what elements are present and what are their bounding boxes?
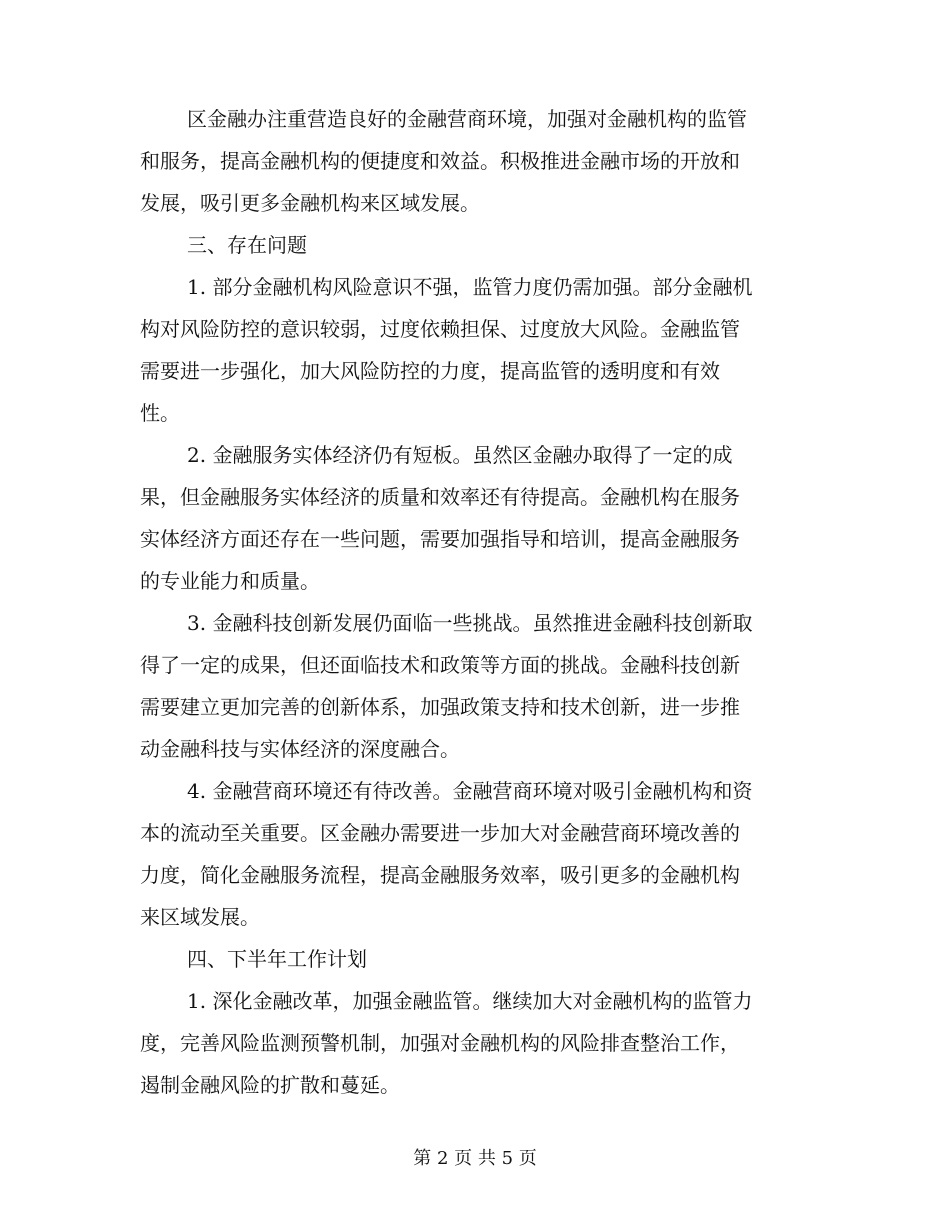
- paragraph-line: 力度，简化金融服务流程，提高金融服务效率，吸引更多的金融机构: [140, 863, 740, 887]
- paragraph-line: 动金融科技与实体经济的深度融合。: [140, 737, 460, 761]
- paragraph-line: 构对风险防控的意识较弱，过度依赖担保、过度放大风险。金融监管: [140, 317, 740, 341]
- paragraph-line: 3. 金融科技创新发展仍面临一些挑战。虽然推进金融科技创新取: [187, 611, 753, 635]
- paragraph-line: 来区域发展。: [140, 905, 260, 929]
- paragraph-line: 度，完善风险监测预警机制，加强对金融机构的风险排查整治工作，: [140, 1031, 740, 1055]
- paragraph-line: 4. 金融营商环境还有待改善。金融营商环境对吸引金融机构和资: [187, 779, 753, 803]
- paragraph-line: 发展，吸引更多金融机构来区域发展。: [140, 191, 480, 215]
- paragraph-line: 得了一定的成果，但还面临技术和政策等方面的挑战。金融科技创新: [140, 653, 740, 677]
- paragraph-line: 实体经济方面还存在一些问题，需要加强指导和培训，提高金融服务: [140, 527, 740, 551]
- paragraph-line: 果，但金融服务实体经济的质量和效率还有待提高。金融机构在服务: [140, 485, 740, 509]
- paragraph-line: 本的流动至关重要。区金融办需要进一步加大对金融营商环境改善的: [140, 821, 740, 845]
- paragraph-line: 性。: [140, 401, 180, 425]
- paragraph-line: 1. 部分金融机构风险意识不强，监管力度仍需加强。部分金融机: [187, 275, 753, 299]
- paragraph-line: 的专业能力和质量。: [140, 569, 320, 593]
- paragraph-line: 需要进一步强化，加大风险防控的力度，提高监管的透明度和有效: [140, 359, 720, 383]
- section-heading: 三、存在问题: [187, 233, 307, 257]
- page-number-footer: 第 2 页 共 5 页: [413, 1148, 537, 1169]
- section-heading: 四、下半年工作计划: [187, 947, 367, 971]
- paragraph-line: 遏制金融风险的扩散和蔓延。: [140, 1073, 400, 1097]
- paragraph-line: 1. 深化金融改革，加强金融监管。继续加大对金融机构的监管力: [187, 989, 753, 1013]
- paragraph-line: 区金融办注重营造良好的金融营商环境，加强对金融机构的监管: [187, 107, 747, 131]
- paragraph-line: 需要建立更加完善的创新体系，加强政策支持和技术创新，进一步推: [140, 695, 740, 719]
- paragraph-line: 和服务，提高金融机构的便捷度和效益。积极推进金融市场的开放和: [140, 149, 740, 173]
- document-body: [140, 98, 812, 1106]
- paragraph-line: 2. 金融服务实体经济仍有短板。虽然区金融办取得了一定的成: [187, 443, 733, 467]
